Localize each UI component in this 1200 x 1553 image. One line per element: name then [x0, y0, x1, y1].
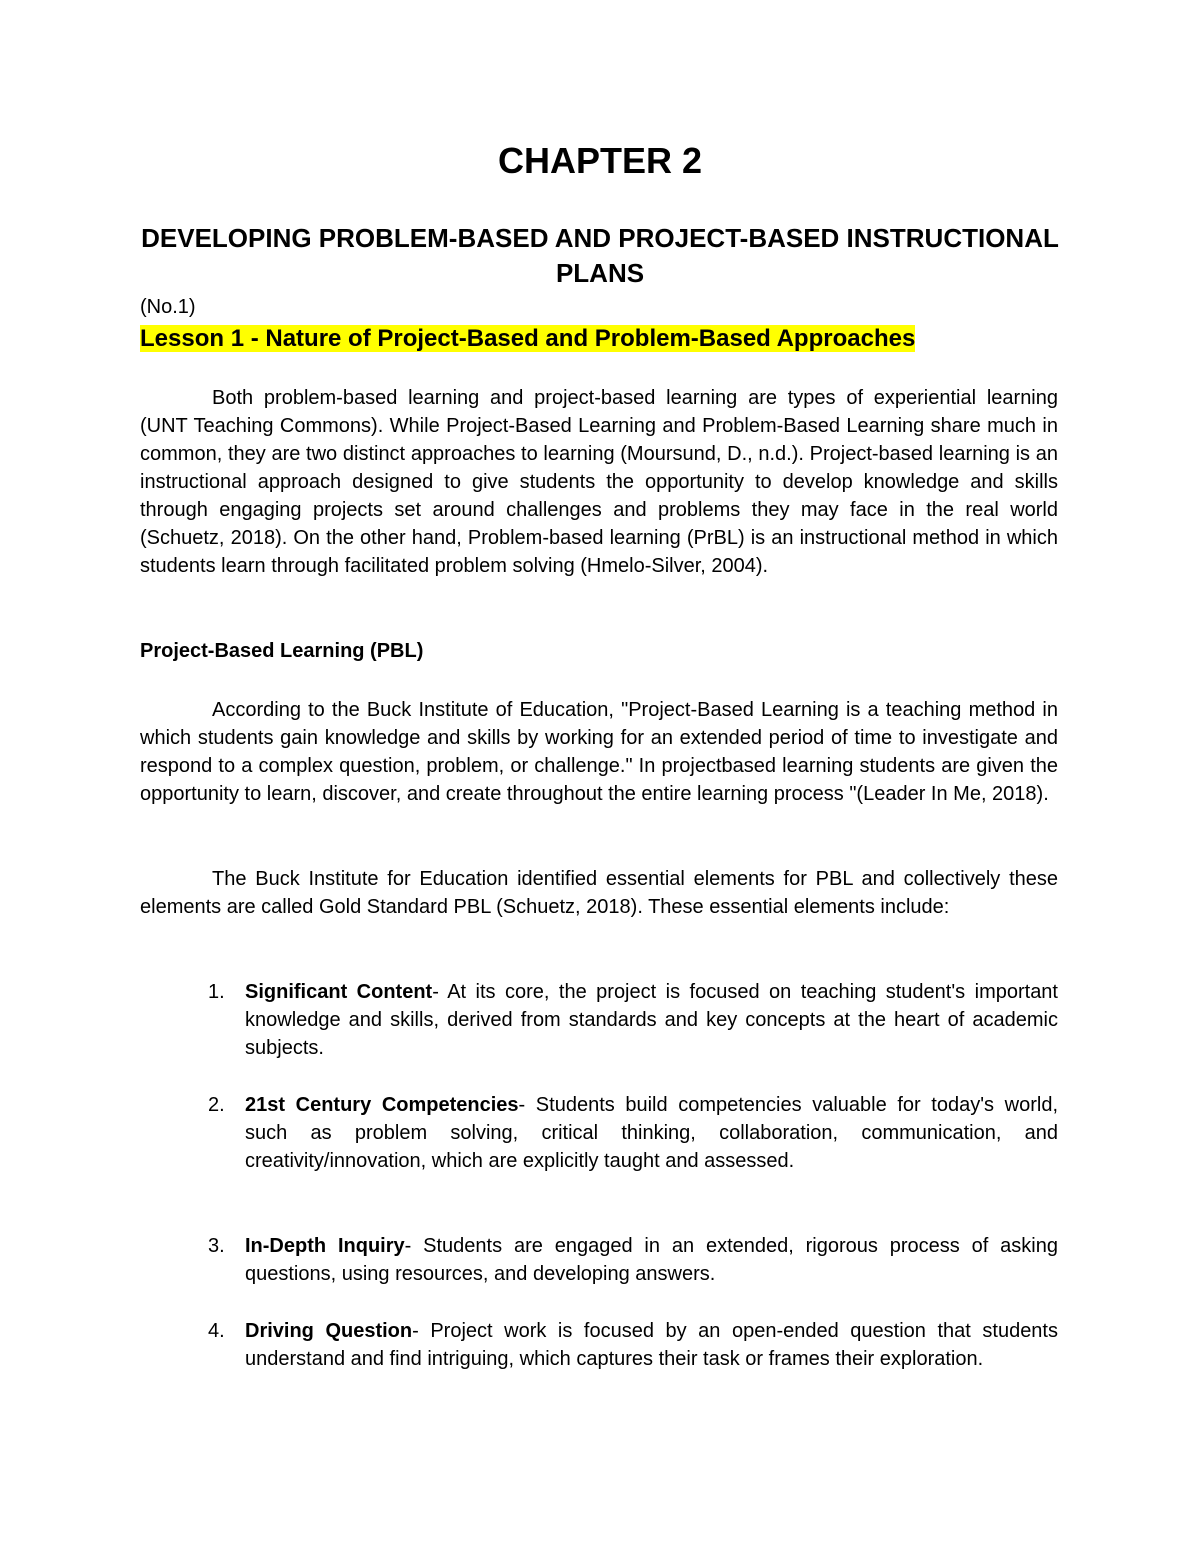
- list-item-description: - Project work is focused by an open-ended question that students understand and find intriguing, which captures their task or frames their exploration.: [245, 1320, 1058, 1370]
- pbl-heading: Project-Based Learning (PBL): [140, 640, 424, 662]
- pbl-definition-paragraph: According to the Buck Institute of Education, "Project-Based Learning is a teaching method in which students gain knowledge and skills by working for an extended period of time to investigate and respond to a complex question, problem, or challenge." In projectbased learning students are given the opportunity to learn, discover, and create throughout the entire learning process "(Leader In Me, 2018).: [140, 699, 1058, 805]
- list-item: [208, 978, 1058, 1062]
- list-item: [208, 1232, 1058, 1288]
- list-item-description: - Students build competencies valuable for today's world, such as problem solving, critical thinking, collaboration, communication, and creativity/innovation, which are explicitly taught and assessed.: [245, 1094, 1058, 1172]
- chapter-subtitle: DEVELOPING PROBLEM-BASED AND PROJECT-BASED INSTRUCTIONAL PLANS: [141, 223, 1059, 288]
- list-item-description: - Students are engaged in an extended, rigorous process of asking questions, using resources, and developing answers.: [245, 1235, 1058, 1285]
- list-item: [208, 1317, 1058, 1373]
- lesson-title-highlight: Lesson 1 - Nature of Project-Based and Problem-Based Approaches: [140, 325, 916, 352]
- list-item: [208, 1091, 1058, 1175]
- list-item-term: In-Depth Inquiry: [245, 1235, 405, 1257]
- intro-paragraph: Both problem-based learning and project-based learning are types of experiential learning (UNT Teaching Commons). While Project-Based Learning and Problem-Based Learning share much in common, they are two distinct approaches to learning (Moursund, D., n.d.). Project-based learning is an instructional approach designed to give students the opportunity to develop knowledge and skills through engaging projects set around challenges and problems they may face in the real world (Schuetz, 2018). On the other hand, Problem-based learning (PrBL) is an instructional method in which students learn through facilitated problem solving (Hmelo-Silver, 2004).: [140, 387, 1058, 577]
- gold-standard-paragraph: The Buck Institute for Education identified essential elements for PBL and collectively these elements are called Gold Standard PBL (Schuetz, 2018). These essential elements include:: [140, 868, 1058, 918]
- list-item-term: Driving Question: [245, 1320, 413, 1342]
- list-item-number: 1.: [208, 981, 225, 1003]
- lesson-title: [140, 323, 915, 355]
- list-item-number: 2.: [208, 1094, 225, 1116]
- list-item-description: - At its core, the project is focused on teaching student's important knowledge and skills, derived from standards and key concepts at the heart of academic subjects.: [245, 981, 1058, 1059]
- list-item-number: 4.: [208, 1320, 225, 1342]
- list-item-number: 3.: [208, 1235, 225, 1257]
- list-item-term: 21st Century Competencies: [245, 1094, 519, 1116]
- list-item-term: Significant Content: [245, 981, 433, 1003]
- lesson-number: (No.1): [140, 296, 196, 318]
- chapter-title: CHAPTER 2: [497, 140, 703, 181]
